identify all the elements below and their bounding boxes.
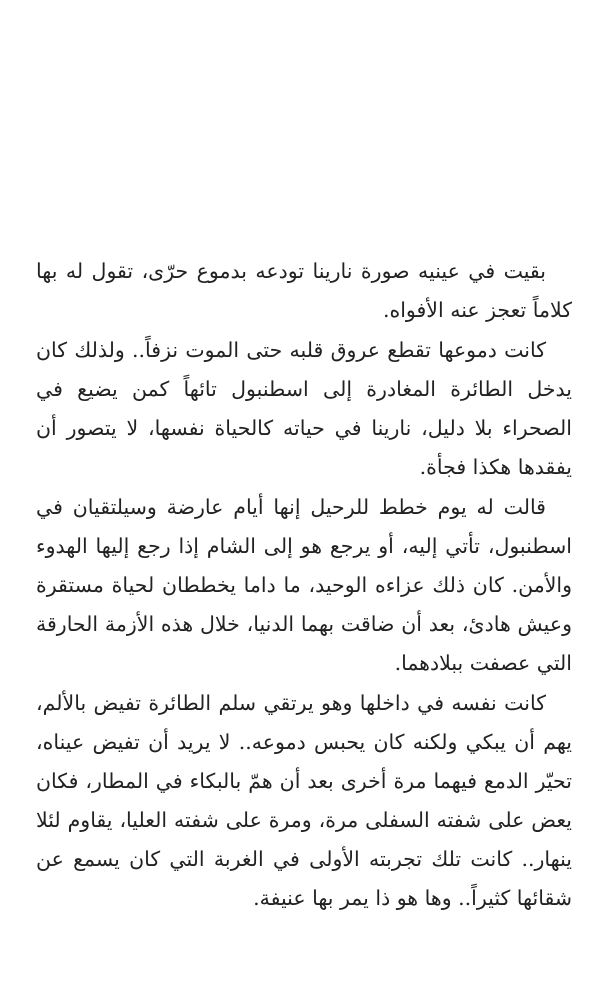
paragraph-1: بقيت في عينيه صورة نارينا تودعه بدموع حرّى، تقول له بها كلاماً تعجز عنه الأفواه. — [36, 259, 572, 322]
paragraph-2: كانت دموعها تقطع عروق قلبه حتى الموت نزفاً.. ولذلك كان يدخل الطائرة المغادرة إلى اسطنبول تائهاً كمن يضيع في الصحراء بلا دليل، نارينا في حياته كالحياة نفسها، لا يتصور أن يفقدها هكذا فجأة. — [36, 338, 572, 479]
paragraph-3: قالت له يوم خطط للرحيل إنها أيام عارضة وسيلتقيان في اسطنبول، تأتي إليه، أو يرجع هو إلى الشام إذا رجع إليها الهدوء والأمن. كان ذلك عزاءه الوحيد، ما داما يخططان لحياة مستقرة وعيش هادئ، بعد أن ضاقت بهما الدنيا، خلال هذه الأزمة الحارقة التي عصفت ببلادهما. — [36, 495, 572, 675]
paragraph-4: كانت نفسه في داخلها وهو يرتقي سلم الطائرة تفيض بالألم، يهم أن يبكي ولكنه كان يحبس دموعه.. لا يريد أن تفيض عيناه، تحيّر الدمع فيهما مرة أخرى بعد أن همّ بالبكاء في المطار، فكان يعض على شفته السفلى مرة، ومرة على شفته العليا، يقاوم لئلا ينهار.. كانت تلك تجربته الأولى في الغربة التي كان يسمع عن شقائها كثيراً.. وها هو ذا يمر بها عنيفة. — [36, 691, 572, 910]
document-body — [36, 252, 572, 919]
